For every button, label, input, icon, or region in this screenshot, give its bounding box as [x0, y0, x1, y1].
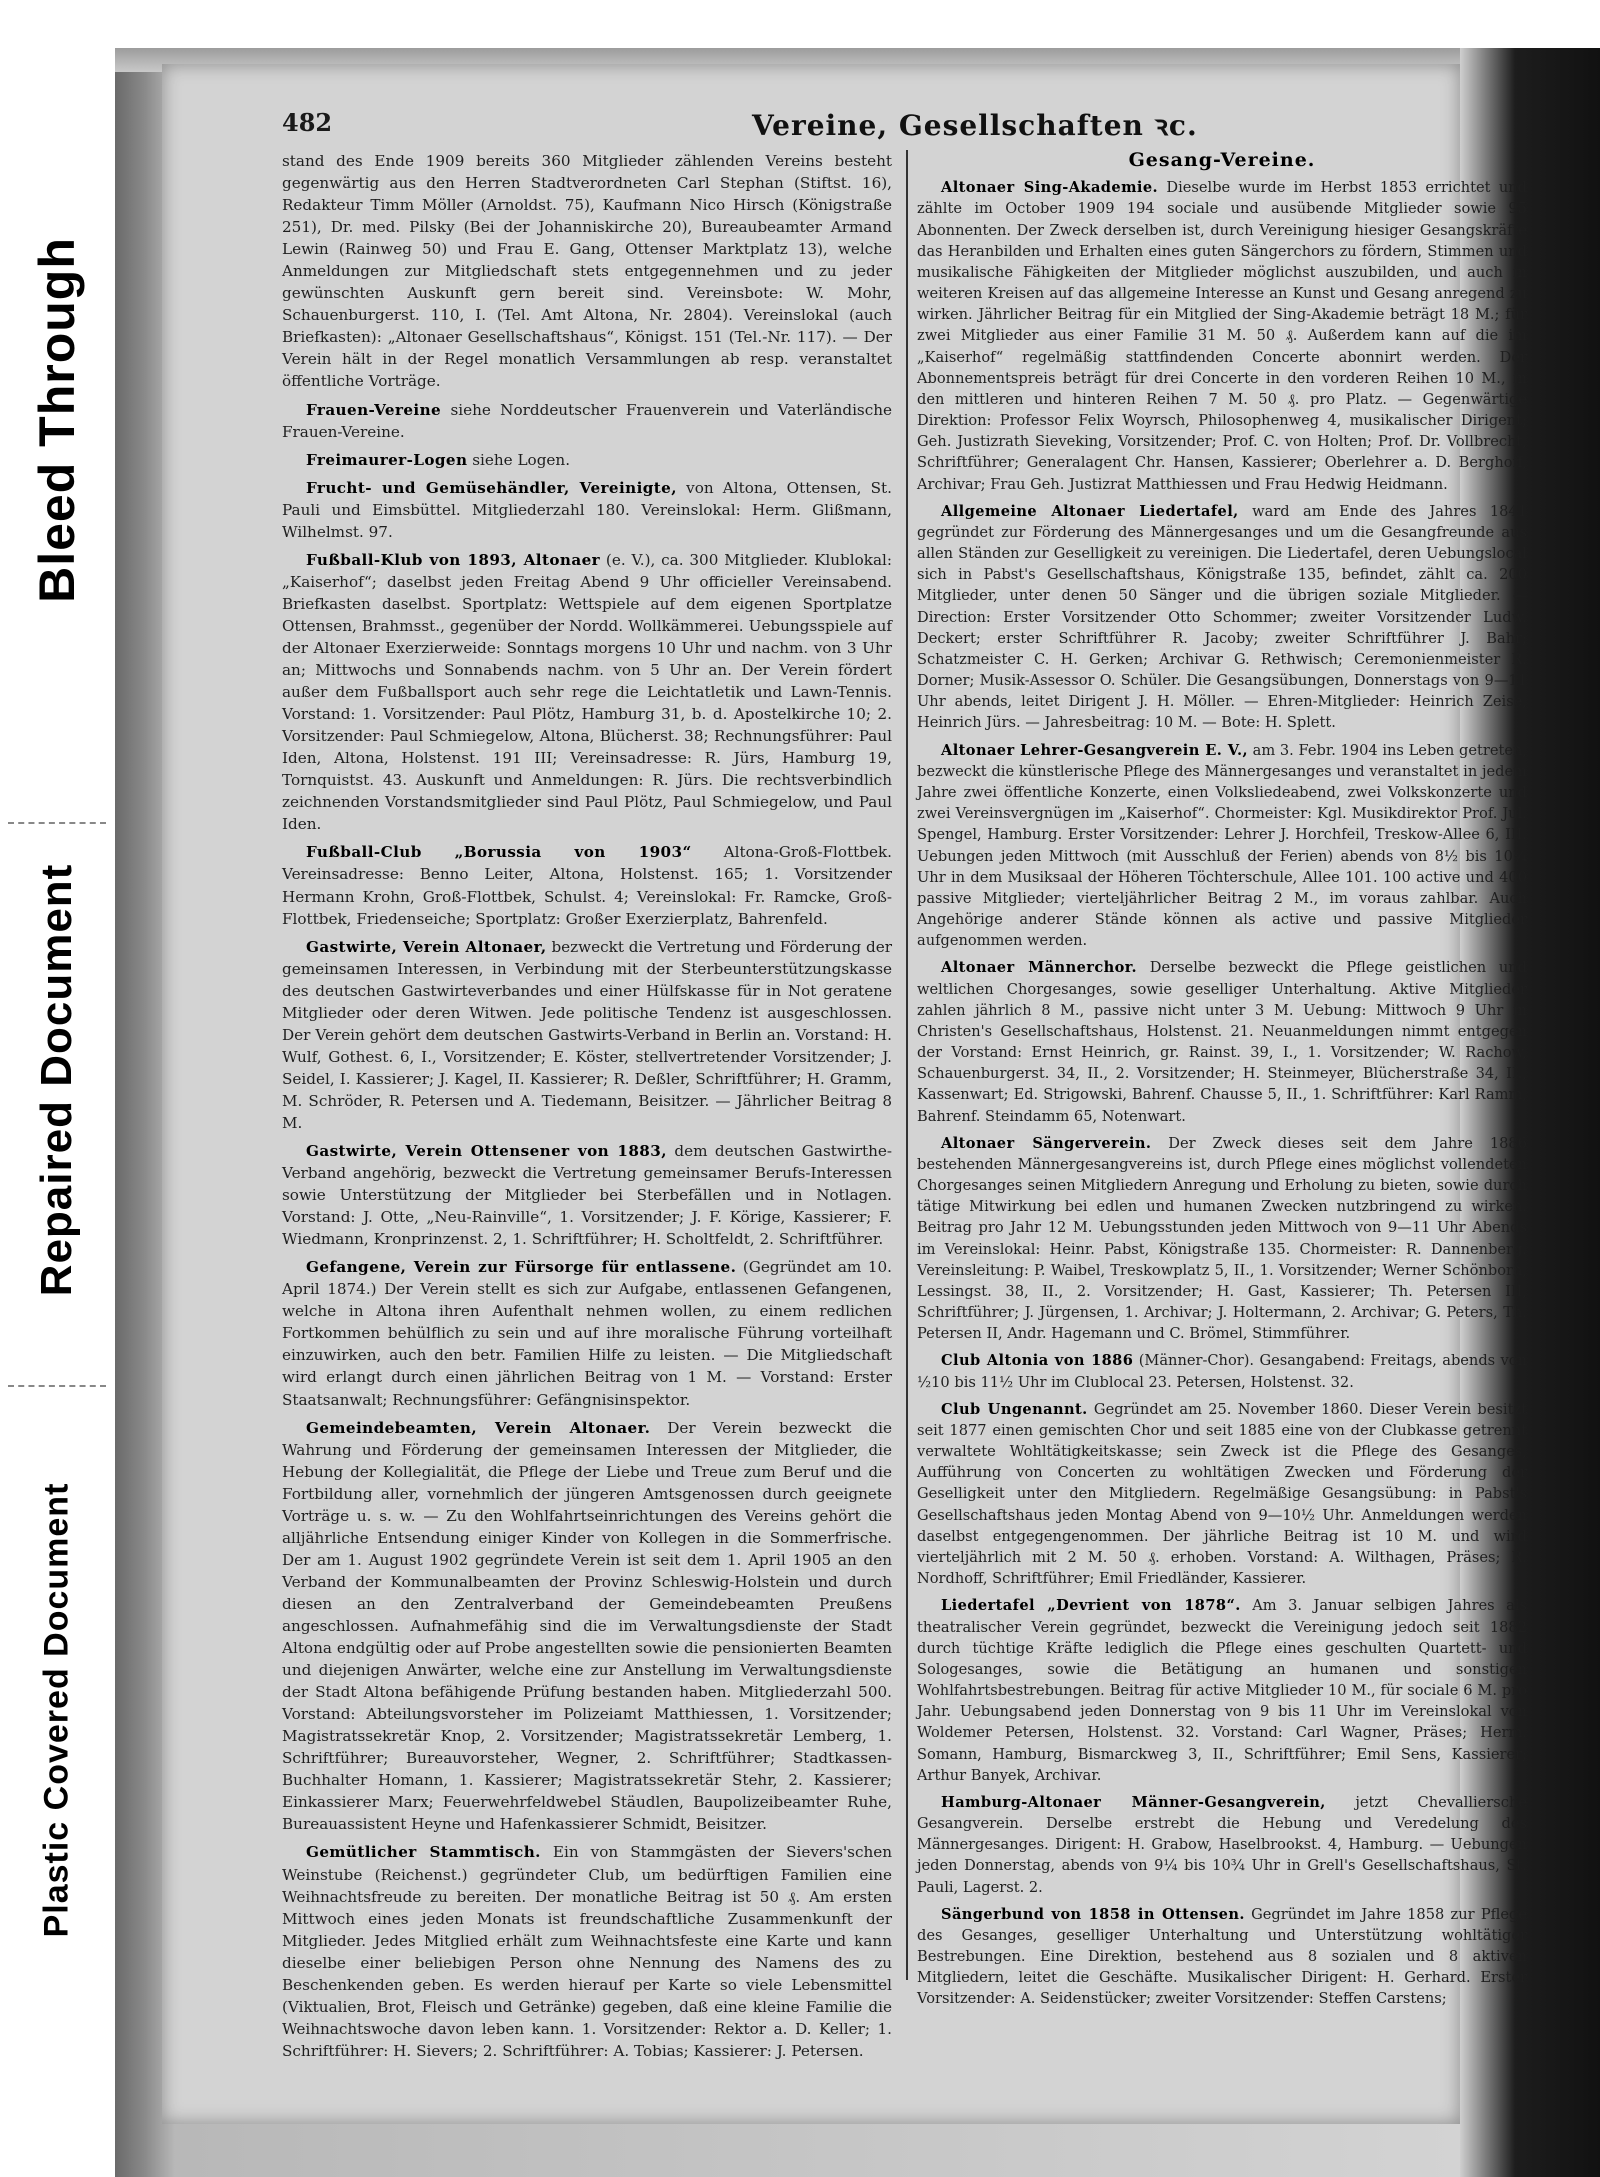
entry-text: siehe Norddeutscher Frauenverein und Vaterländische Frauen-Vereine. — [282, 400, 892, 441]
annotation-sidebar — [0, 0, 115, 2177]
entry-text: Dieselbe wurde im Herbst 1853 errichtet und zählte im October 1909 194 sociale und ausübende Mitglieder sowie 95 Abonnenten. Der Zweck derselben ist, durch Vereinigung hiesiger Gesangskräfte das Heranbilden und Erhalten eines guten Sängerchors zu fördern, Stimmen und musikalische Fähigkeiten der Mitglieder möglichst auszubilden, und auch in weiteren Kreisen auf das allgemeine Interesse an Kunst und Gesang anregend zu wirken. Jährlicher Beitrag für ein Mitglied der Sing-Akademie beträgt 18 M.; für zwei Mitglieder aus einer Familie 31 M. 50 ₰. Außerdem kann auf die im „Kaiserhof“ regelmäßig stattfindenden Concerte abonnirt werden. Der Abonnementspreis beträgt für drei Concerte in den vorderen Reihen 10 M., in den mittleren und hinteren Reihen 7 M. 50 ₰. pro Platz. — Gegenwärtige Direktion: Professor Felix Woyrsch, Philosophenweg 4, musikalischer Dirigent; Geh. Justizrath Sieveking, Vorsitzender; Prof. C. von Holten; Prof. Dr. Vollbrecht, Schriftführer; Generalagent Chr. Hansen, Kassierer; Oberlehrer a. D. Berghoff, Archivar; Frau Geh. Justizrat Matthiessen und Frau Hedwig Heidmann. — [917, 179, 1527, 493]
entry-title: Gemeindebeamten, Verein Altonaer. — [306, 1418, 651, 1437]
document-entry — [917, 1350, 1527, 1392]
document-entry — [282, 841, 892, 929]
entry-title: Altonaer Männerchor. — [941, 959, 1138, 977]
document-entry — [282, 449, 892, 471]
entry-text: (Gegründet am 10. April 1874.) Der Verein stellt es sich zur Aufgabe, entlassenen Gefangenen, welche in Altona ihren Aufenthalt nehmen wollen, zu einem redlichen Fortkommen behülflich zu sein und auf ihre moralische Führung vorteilhaft einzuwirken, auch den betr. Familien Hilfe zu leisten. — Die Mitgliedschaft wird erlangt durch einen jährlichen Beitrag von 1 M. — Vorstand: Erster Staatsanwalt; Rechnungsführer: Gefängnisinspektor. — [282, 1258, 893, 1409]
document-entry — [917, 1595, 1527, 1786]
entry-title: Gefangene, Verein zur Fürsorge für entlassene. — [306, 1258, 737, 1277]
entry-title: Frauen-Vereine — [306, 400, 442, 419]
entry-text: bezweckt die Vertretung und Förderung der gemeinsamen Interessen, in Verbindung mit der Sterbeunterstützungskasse des deutschen Gastwirteverbandes und einer Hülfskasse für in Not geratene Mitglieder oder deren Witwen. Jede politische Tendenz ist ausgeschlossen. Der Verein gehört dem deutschen Gastwirts-Verband in Berlin an. Vorstand: H. Wulf, Gothest. 6, I., Vorsitzender; E. Köster, stellvertretender Vorsitzender; J. Seidel, I. Kassierer; J. Kagel, II. Kassierer; R. Deßler, Schriftführer; H. Gramm, M. Schröder, R. Petersen und A. Tiedemann, Beisitzer. — Jährlicher Beitrag 8 M. — [282, 937, 892, 1132]
entry-title: Fußball-Klub von 1893, Altonaer — [306, 550, 601, 569]
entry-text: Gegründet im Jahre 1858 zur Pflege des Gesanges, geselliger Unterhaltung und Unterstützung wohltätiger Bestrebungen. Eine Direktion, bestehend aus 8 sozialen und 8 aktiven Mitgliedern, leitet die Geschäfte. Musikalischer Dirigent: H. Gerhard. Erster Vorsitzender: A. Seidenstücker; zweiter Vorsitzender: Steffen Carstens; — [917, 1905, 1528, 2008]
entry-text: dem deutschen Gastwirthe-Verband angehörig, bezweckt die Vertretung gemeinsamer Berufs-Interessen sowie Unterstützung der Mitglieder bei Sterbefällen und in Notlagen. Vorstand: J. Otte, „Neu-Rainville“, 1. Vorsitzender; J. F. Körige, Kassierer; F. Wiedmann, Kronprinzenst. 2, 1. Schriftführer; H. Scholtfeldt, 2. Schriftführer. — [282, 1142, 893, 1249]
entry-text: Der Verein bezweckt die Wahrung und Förderung der gemeinsamen Interessen der Mitglieder, die Hebung der Kollegialität, die Pflege der Liebe und Treue zum Beruf und die Fortbildung aller, vornehmlich der jüngeren Amtsgenossen durch geeignete Vorträge u. s. w. — Zu den Wohlfahrtseinrichtungen des Vereins gehört die alljährliche Entsendung einiger Kinder von Kollegen in die Sommerfrische. Der am 1. August 1902 gegründete Verein ist seit dem 1. April 1905 an den Verband der Kommunalbeamten der Provinz Schleswig-Holstein und durch diesen an den Zentralverband der Gemeindebeamten Preußens angeschlossen. Aufnahmefähig sind die im Verwaltungsdienste der Stadt Altona endgültig oder auf Probe angestellten sowie die pensionierten Beamten und diejenigen Anwärter, welche eine zur Anstellung im Verwaltungsdienste der Stadt Altona befähigende Prüfung bestanden haben. Mitgliederzahl 500. Vorstand: Abteilungsvorsteher im Polizeiamt Matthiessen, 1. Vorsitzender; Magistratssekretär Knop, 2. Vorsitzender; Magistratssekretär Lemberg, 1. Schriftführer; Bureauvorsteher, Wegner, 2. Schriftführer; Stadtkassen-Buchhalter Homann, 1. Kassierer; Magistratssekretär Stehr, 2. Kassierer; Einkassierer Marx; Feuerwehrfeldwebel Stäudlen, Baupolizeibeamter Ruhe, Bureauassistent Heyne und Hafenkassierer Schmidt, Beisitzer. — [282, 1418, 892, 1834]
entry-title: Allgemeine Altonaer Liedertafel, — [941, 502, 1239, 520]
entry-title: Fußball-Club „Borussia von 1903“ — [306, 843, 692, 862]
entry-text: Gegründet am 25. November 1860. Dieser Verein besitzt seit 1877 einen gemischten Chor und seit 1885 eine von der Clubkasse getrennt verwaltete Wohltätigkeitskasse; sein Zweck ist die Pflege des Gesanges, Aufführung von Concerten zu wohltätigen Zwecken und Förderung der Geselligkeit unter den Mitgliedern. Regelmäßige Gesangsübung: in Pabst's Gesellschaftshaus jeden Montag Abend von 9—10½ Uhr. Anmeldungen werden daselbst entgegengenommen. Der jährliche Beitrag ist 10 M. und wird vierteljährlich mit 2 M. 50 ₰. erhoben. Vorstand: A. Wilthagen, Präses; R. Nordhoff, Schriftführer; Emil Friedländer, Kassierer. — [917, 1400, 1527, 1588]
document-entry — [282, 1140, 892, 1250]
document-entry — [917, 740, 1527, 952]
entry-text: (e. V.), ca. 300 Mitglieder. Klublokal: „Kaiserhof“; daselbst jeden Freitag Abend 9 Uhr officieller Vereinsabend. Briefkasten daselbst. Sportplatz: Wettspiele auf dem eigenen Sportplatze Ottensen, Brahmsst., gegenüber der Nordd. Wollkämmerei. Uebungsspiele auf der Altonaer Exerzierweide: Sonntags morgens 10 Uhr und nachm. von 3 Uhr an; Mittwochs und Sonnabends nachm. von 5 Uhr an. Der Verein fördert außer dem Fußballsport auch sehr rege die Leichtatletik und Lawn-Tennis. Vorstand: 1. Vorsitzender: Paul Plötz, Hamburg 31, b. d. Apostelkirche 10; 2. Vorsitzender: Paul Schmiegelow, Altona, Blücherst. 38; Rechnungsführer: Paul Iden, Altona, Holstenst. 191 III; Vereinsadresse: R. Jürs, Hamburg 19, Tornquistst. 43. Auskunft und Anmeldungen: R. Jürs. Die rechtsverbindlich zeichnenden Vorstandsmitglieder sind Paul Plötz, Paul Schmiegelow, und Paul Iden. — [282, 550, 893, 834]
entry-title: Altonaer Sängerverein. — [941, 1134, 1152, 1152]
entry-title: Altonaer Lehrer-Gesangverein E. V., — [941, 741, 1248, 759]
document-entry — [917, 957, 1527, 1126]
entry-text: Der Zweck dieses seit dem Jahre 1886 bestehenden Männergesangvereins ist, durch Pflege eines möglichst vollendeten Chorgesanges seinen Mitgliedern Anregung und Erholung zu bieten, sowie durch tätige Mitwirkung bei edlen und humanen Zwecken nutzbringend zu wirken. Beitrag pro Jahr 12 M. Uebungsstunden jeden Mittwoch von 9—11 Uhr Abends im Vereinslokal: Heinr. Pabst, Königstraße 135. Chormeister: R. Dannenberg. Vereinsleitung: P. Waibel, Treskowplatz 5, II., 1. Vorsitzender; Werner Schönborn, Lessingst. 38, II., 2. Vorsitzender; H. Gast, Kassierer; Th. Petersen III, Schriftführer; J. Jürgensen, 1. Archivar; J. Holtermann, 2. Archivar; G. Peters, Th. Petersen II, Andr. Hagemann und C. Brömel, Stimmführer. — [917, 1134, 1527, 1343]
entry-title: Freimaurer-Logen — [306, 450, 468, 469]
document-entry — [282, 936, 892, 1134]
entry-text: stand des Ende 1909 bereits 360 Mitglieder zählenden Vereins besteht gegenwärtig aus den Herren Stadtverordneten Carl Stephan (Stiftst. 16), Redakteur Timm Möller (Arnoldst. 75), Kaufmann Nico Hirsch (Königstraße 251), Dr. med. Pilsky (Bei der Johanniskirche 20), Bureaubeamter Armand Lewin (Rainweg 50) und Frau E. Gang, Ottenser Marktplatz 13), welche Anmeldungen zur Mitgliedschaft stets entgegennehmen und zu jeder gewünschten Auskunft gern bereit sind. Vereinsbote: W. Mohr, Schauenburgerst. 110, I. (Tel. Amt Altona, Nr. 2804). Vereinslokal (auch Briefkasten): „Altonaer Gesellschaftshaus“, Königst. 151 (Tel.-Nr. 117). — Der Verein hält in der Regel monatlich Versammlungen ab resp. veranstaltet öffentliche Vorträge. — [282, 152, 892, 391]
entry-text: Altona-Groß-Flottbek. Vereinsadresse: Benno Leiter, Altona, Holstenst. 165; 1. Vorsitzender Hermann Krohn, Groß-Flottbek, Schulst. 4; Vereinslokal: Fr. Ramcke, Groß-Flottbek, Friedenseiche; Sportplatz: Großer Exerzierplatz, Bahrenfeld. — [282, 843, 893, 928]
entry-text: jetzt Chevalliersche Gesangverein. Derselbe erstrebt die Hebung und Veredelung des Männergesanges. Dirigent: H. Grabow, Haselbrookst. 4, Hamburg. — Uebungen jeden Donnerstag, abends von 9¼ bis 10¾ Uhr in Grell's Gesellschaftshaus, St. Pauli, Lagerst. 2. — [917, 1793, 1527, 1896]
column-divider — [906, 150, 908, 1980]
entry-title: Hamburg-Altonaer Männer-Gesangverein, — [941, 1793, 1326, 1811]
document-entry — [282, 1256, 892, 1410]
entry-title: Club Altonia von 1886 — [941, 1352, 1134, 1370]
sidebar-divider — [8, 1385, 106, 1387]
section-title: Gesang-Vereine. — [1128, 149, 1316, 171]
entry-text: (Männer-Chor). Gesangabend: Freitags, abends von ½10 bis 11½ Uhr im Clublocal 23. Petersen, Holstenst. 32. — [917, 1352, 1527, 1391]
entry-title: Altonaer Sing-Akademie. — [941, 179, 1159, 197]
document-entry — [282, 1417, 892, 1836]
right-column-entries — [917, 177, 1527, 2009]
document-entry — [282, 477, 892, 543]
entry-text: Derselbe bezweckt die Pflege geistlichen und weltlichen Chorgesanges, sowie geselliger Unterhaltung. Aktive Mitglieder zahlen jährlich 8 M., passive nicht unter 3 M. Uebung: Mittwoch 9 Uhr in Christen's Gesellschaftshaus, Holstenst. 21. Neuanmeldungen nimmt entgegen der Vorstand: Ernst Heinrich, gr. Rainst. 39, I., 1. Vorsitzender; W. Rachow, Schauenburgerst. 34, II., 2. Vorsitzender; H. Steinmeyer, Blücherstraße 34, II., Kassenwart; Ed. Strigowski, Bahrenf. Chausse 5, II., 1. Schriftführer: Karl Ramm, Bahrenf. Steindamm 65, Notenwart. — [917, 959, 1528, 1125]
entry-text: von Altona, Ottensen, St. Pauli und Eimsbüttel. Mitgliederzahl 180. Vereinslokal: Herm. Glißmann, Wilhelmst. 97. — [282, 478, 892, 541]
page-header — [282, 108, 1382, 148]
entry-title: Club Ungenannt. — [941, 1400, 1088, 1418]
entry-text: Am 3. Januar selbigen Jahres als theatralischer Verein gegründet, bezweckt die Vereinigung jedoch seit 1882 durch tüchtige Kräfte lediglich die Pflege eines geschulten Quartett- und Sologesanges, sowie die Betätigung an humanen und sonstigen Wohlfahrtsbestrebungen. Beitrag für active Mitglieder 10 M., für sociale 6 M. pro Jahr. Uebungsabend jeden Donnerstag von 9 bis 11 Uhr im Vereinslokal von Woldemer Petersen, Holstenst. 32. Vorstand: Carl Wagner, Präses; Herm. Somann, Hamburg, Bismarckweg 3, II., Schriftführer; Emil Sens, Kassierer; Arthur Banyek, Archivar. — [917, 1597, 1528, 1784]
page-number: 482 — [282, 108, 333, 137]
label-bleed-through: Bleed Through — [29, 237, 85, 603]
document-entry — [917, 1133, 1527, 1345]
entry-title: Gastwirte, Verein Altonaer, — [306, 937, 547, 956]
document-entry — [917, 1904, 1527, 2010]
document-entry — [282, 549, 892, 836]
left-column — [282, 150, 892, 2068]
document-entry — [282, 150, 892, 393]
entry-title: Gastwirte, Verein Ottensener von 1883, — [306, 1142, 667, 1161]
right-column — [917, 150, 1527, 2016]
entry-title: Sängerbund von 1858 in Ottensen. — [941, 1905, 1245, 1923]
entry-title: Frucht- und Gemüsehändler, Vereinigte, — [306, 478, 677, 497]
running-title: Vereine, Gesellschaften ꝛc. — [752, 109, 1198, 142]
entry-text: siehe Logen. — [472, 450, 571, 469]
document-entry — [282, 1841, 892, 2061]
sidebar-divider — [8, 822, 106, 824]
entry-text: am 3. Febr. 1904 ins Leben getreten, bezweckt die künstlerische Pflege des Männergesanges und veranstaltet in jedem Jahre zwei öffentliche Konzerte, einen Volksliedeabend, zwei Volkskonzerte und zwei Vereinsvergnügen im „Kaiserhof“. Chormeister: Kgl. Musikdirektor Prof. Jul. Spengel, Hamburg. Erster Vorsitzender: Lehrer J. Horchfeil, Treskow-Allee 6, III. Uebungen jeden Mittwoch (mit Ausschluß der Ferien) abends von 8½ bis 10¼ Uhr in dem Musiksaal der Höheren Töchterschule, Allee 101. 100 active und 400 passive Mitglieder; vierteljährlicher Beitrag 2 M., im voraus zahlbar. Auch Angehörige anderer Stände können als active und passive Mitglieder aufgenommen werden. — [917, 741, 1528, 950]
entry-title: Liedertafel „Devrient von 1878“. — [941, 1597, 1241, 1615]
entry-text: ward am Ende des Jahres 1841 gegründet zur Förderung des Männergesanges und um die Gesangfreunde aus allen Ständen zur Geselligkeit zu vereinigen. Die Liedertafel, deren Uebungslocal sich in Pabst's Gesellschaftshaus, Königstraße 135, befindet, zählt ca. 200 Mitglieder, unter denen 50 Sänger und die übrigen soziale Mitglieder. — Direction: Erster Vorsitzender Otto Schommer; zweiter Vorsitzender Ludw. Deckert; erster Schriftführer R. Jacoby; zweiter Schriftführer J. Bahr; Schatzmeister C. H. Gerken; Archivar G. Rethwisch; Ceremonienmeister R. Dorner; Musik-Assessor O. Schüler. Die Gesangsübungen, Donnerstags von 9—11 Uhr abends, leitet Dirigent J. H. Möller. — Ehren-Mitglieder: Heinrich Zeise, Heinrich Jürs. — Jahresbeitrag: 10 M. — Bote: H. Splett. — [917, 502, 1528, 732]
document-entry — [917, 1792, 1527, 1898]
document-page — [162, 64, 1528, 2124]
label-plastic-covered-document: Plastic Covered Document — [37, 1482, 76, 1938]
document-entry — [917, 177, 1527, 495]
document-entry — [282, 399, 892, 443]
entry-title: Gemütlicher Stammtisch. — [306, 1843, 541, 1862]
entry-text: Ein von Stammgästen der Sievers'schen Weinstube (Reichenst.) gegründeter Club, um bedürftigen Familien eine Weihnachtsfreude zu bereiten. Der monatliche Beitrag ist 50 ₰. Am ersten Mittwoch eines jeden Monats ist freundschaftliche Zusammenkunft der Mitglieder. Jedes Mitglied erhält zum Weihnachtsfeste eine Karte und kann dieselbe einer beliebigen Person ohne Nennung des Namens des zu Beschenkenden geben. Es werden hierauf per Karte so viele Lebensmittel (Viktualien, Brot, Fleisch und Getränke) gegeben, daß eine kleine Familie die Weihnachtswoche davon leben kann. 1. Vorsitzender: Rektor a. D. Keller; 1. Schriftführer: H. Sievers; 2. Schriftführer: A. Tobias; Kassierer: J. Petersen. — [282, 1843, 893, 2060]
label-repaired-document: Repaired Document — [32, 863, 81, 1297]
document-entry — [917, 501, 1527, 734]
document-entry — [917, 1399, 1527, 1590]
